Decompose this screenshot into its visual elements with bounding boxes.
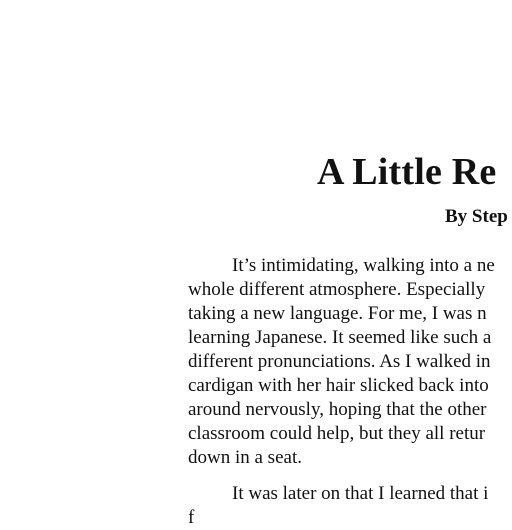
paragraph-1-line-5: different pronunciations. As I walked in [188, 351, 491, 372]
paragraph-2-line-2-partial: f [188, 507, 195, 528]
paragraph-1-line-6: cardigan with her hair slicked back into [188, 375, 489, 396]
article-title: A Little Re [317, 151, 497, 193]
paragraph-1-line-8: classroom could help, but they all retur [188, 423, 486, 444]
paragraph-1-line-3: taking a new language. For me, I was n [188, 303, 487, 324]
paragraph-2-line-1: It was later on that I learned that i [232, 483, 489, 504]
paragraph-1-line-7: around nervously, hoping that the other [188, 399, 487, 420]
article-byline: By Step [445, 206, 508, 227]
paragraph-1-line-1: It’s intimidating, walking into a ne [232, 255, 495, 276]
paragraph-1-line-4: learning Japanese. It seemed like such a [188, 327, 492, 348]
paragraph-1-line-9: down in a seat. [188, 447, 302, 468]
paragraph-1-line-2: whole different atmosphere. Especially [188, 279, 486, 300]
